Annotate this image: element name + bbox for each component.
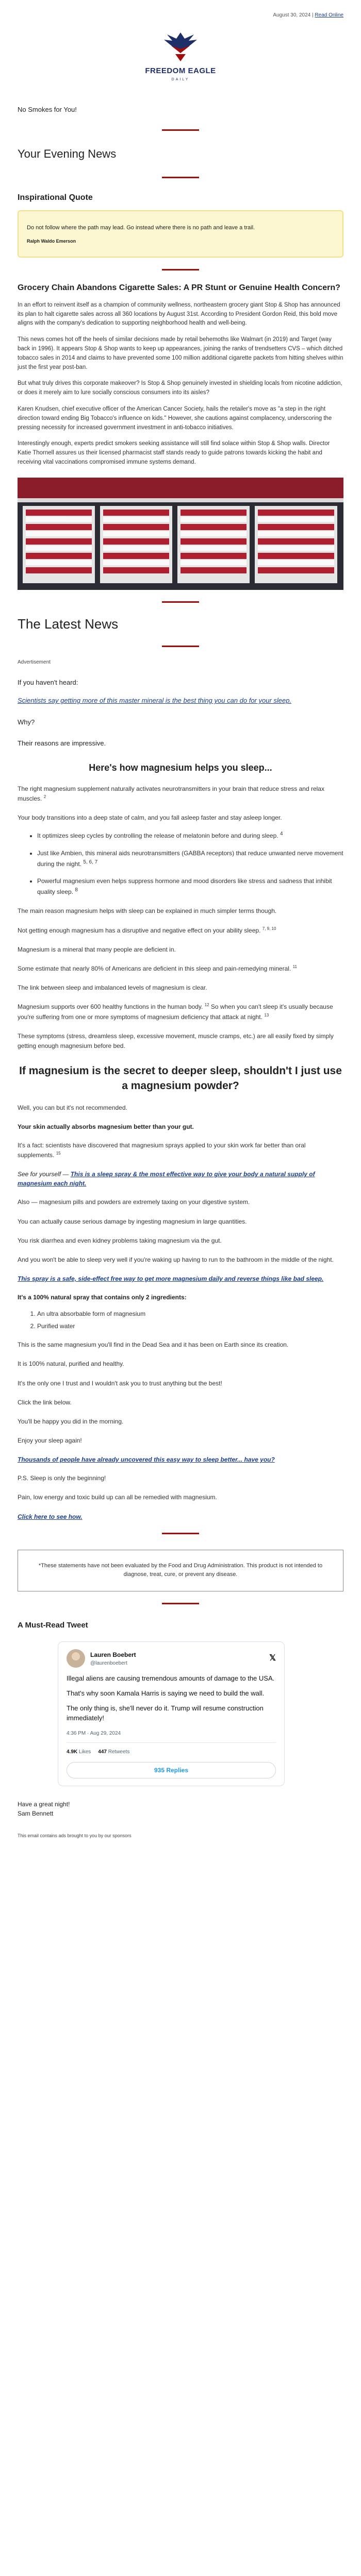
- see-prefix: See for yourself —: [18, 1171, 69, 1178]
- article-image: [18, 478, 343, 590]
- ad-paragraph: Magnesium is a mineral that many people are deficient in.: [18, 945, 176, 953]
- topbar: [0, 0, 361, 19]
- tweet-timestamp[interactable]: 4:36 PM · Aug 29, 2024: [67, 1730, 121, 1736]
- ad-paragraph: Your body transitions into a deep state of calm, and you fall asleep faster and stay asleep longer.: [18, 814, 282, 822]
- list-item: [37, 830, 343, 841]
- citation: 11: [292, 964, 297, 969]
- tweet-line: The only thing is, she'll never do it. Trump will resume construction immediately!: [67, 1704, 264, 1722]
- read-online-link[interactable]: Read Online: [315, 12, 343, 18]
- inspiration-title: Inspirational Quote: [18, 193, 93, 202]
- citation: 15: [56, 1151, 61, 1156]
- citation: 12: [204, 1003, 209, 1008]
- ingredient-list: [0, 1309, 361, 1331]
- list-item: 2. Purified water: [37, 1321, 343, 1331]
- article-paragraph: In an effort to reinvent itself as a champion of community wellness, northeastern grocery giant Stop & Shop has announced its plan to halt cigarette sales across all 360 locations by August 31st. According to President Gordon Reid, this bold move aligns with the company's dedication to supporting neighborhood health and well-being.: [18, 301, 340, 327]
- ad-headline: Here's how magnesium helps you sleep...: [89, 762, 272, 773]
- brand-logo[interactable]: [0, 19, 361, 101]
- ad-paragraph: These symptoms (stress, dreamless sleep, excessive movement, muscle cramps, etc.) are all easily fixed by simply getting enough magnesium before bed.: [18, 1032, 334, 1049]
- list-item: [37, 849, 343, 869]
- divider: [162, 269, 199, 270]
- ad-text: Not getting enough magnesium has a disruptive and negative effect on your ability sleep.: [18, 926, 261, 934]
- article-title: Grocery Chain Abandons Cigarette Sales: A PR Stunt or Genuine Health Concern?: [18, 283, 340, 292]
- tweet-line: Illegal aliens are causing tremendous amounts of damage to the USA.: [67, 1674, 275, 1683]
- spray-link[interactable]: This is a sleep spray & the most effective way to give your body a natural supply of magnesium each night.: [18, 1171, 315, 1188]
- click-here-wrap: [0, 1512, 361, 1521]
- article-paragraph: But what truly drives this corporate makeover? Is Stop & Shop genuinely invested in shielding locals from nicotine addiction, or does it merely aim to lure socially conscious consumers into its aisles?: [18, 380, 342, 396]
- spray-link-wrap: [0, 1274, 361, 1283]
- ad-lead-link-wrap: [0, 696, 361, 706]
- brand-name: FREEDOM EAGLE: [145, 66, 216, 75]
- list-item-text: Just like Ambien, this mineral aids neurotransmitters (GABBA receptors) that reduce unwanted nerve movement during the night.: [37, 849, 343, 868]
- divider: [162, 646, 199, 647]
- retweets-label: Retweets: [108, 1749, 130, 1755]
- replies-button[interactable]: 935 Replies: [67, 1762, 276, 1778]
- article-paragraph: This news comes hot off the heels of similar decisions made by retail behemoths like Walmart (in 2019) and Target (way back in 1996). It appears Stop & Shop wants to keep up appearances, joining the ranks of trendsetters CVS – which ditched tobacco sales in 2014 and claims to have prevented some 100 million additional cigarette packets from hitting shelves within just the first year post-ban.: [18, 336, 343, 370]
- ad-paragraph: [0, 1002, 361, 1022]
- list-item-text: It optimizes sleep cycles by controlling the release of melatonin before and during sleep.: [37, 832, 278, 840]
- tweet-author: [90, 1650, 136, 1667]
- ad-lead: If you haven't heard:: [18, 678, 78, 686]
- ad-paragraph: It is 100% natural, purified and healthy.: [18, 1360, 124, 1368]
- tweet-author-handle[interactable]: @laurenboebert: [90, 1660, 127, 1666]
- benefit-list: [0, 830, 361, 897]
- ad-paragraph: [0, 926, 361, 936]
- citation: 5, 6, 7: [83, 859, 98, 865]
- ad-text: The right magnesium supplement naturally activates neurotransmitters in your brain that reduce stress and relax muscles.: [18, 785, 324, 803]
- ad-paragraph: This is the same magnesium you'll find in the Dead Sea and it has been on Earth since its creation.: [18, 1341, 289, 1349]
- ad-paragraph: P.S. Sleep is only the beginning!: [18, 1475, 106, 1482]
- divider: [162, 1533, 199, 1534]
- divider: [162, 601, 199, 603]
- fda-disclaimer: *These statements have not been evaluated by the Food and Drug Administration. This product is not intended to diagnose, treat, cure, or prevent any disease.: [18, 1550, 343, 1591]
- ad-paragraph: Well, you can but it's not recommended.: [18, 1104, 127, 1111]
- ad-paragraph: And you won't be able to sleep very well if you're waking up having to run to the bathroom in the middle of the night.: [18, 1256, 334, 1263]
- tweet-text: [67, 1674, 276, 1723]
- ad-paragraph: The main reason magnesium helps with sleep can be explained in much simpler terms though.: [18, 907, 277, 915]
- quote-box: [18, 210, 343, 258]
- signoff-name: Sam Bennett: [18, 1809, 54, 1817]
- citation: 2: [43, 794, 46, 800]
- ad-sleep-link[interactable]: Scientists say getting more of this master mineral is the best thing you can do for your sleep.: [18, 697, 292, 705]
- signoff-line: Have a great night!: [18, 1800, 70, 1808]
- tweet-header: [67, 1649, 276, 1668]
- ad-paragraph: Enjoy your sleep again!: [18, 1437, 82, 1445]
- citation: 4: [280, 831, 283, 837]
- tweet-line: That's why soon Kamala Harris is saying we need to build the wall.: [67, 1689, 265, 1698]
- tweet-card[interactable]: [58, 1641, 285, 1786]
- ad-text: Some estimate that nearly 80% of Americans are deficient in this sleep and pain-remedying mineral.: [18, 964, 291, 972]
- safe-spray-link[interactable]: This spray is a safe, side-effect free way to get more magnesium daily and reverse things like bad sleep.: [18, 1275, 324, 1283]
- evening-news-title: Your Evening News: [18, 147, 117, 160]
- click-here-link[interactable]: Click here to see how.: [18, 1513, 83, 1520]
- ad-reasons: Their reasons are impressive.: [18, 739, 106, 748]
- ad-paragraph: Pain, low energy and toxic build up can all be remedied with magnesium.: [18, 1494, 217, 1501]
- brand-sub: DAILY: [171, 77, 190, 81]
- retweets-count: 447: [98, 1749, 107, 1755]
- tweet-stats: [67, 1748, 276, 1756]
- intro-text: No Smokes for You!: [18, 106, 77, 113]
- ad-headline: If magnesium is the secret to deeper sleep, shouldn't I just use a magnesium powder?: [19, 1065, 342, 1092]
- list-item: [37, 876, 343, 897]
- eagle-logo-icon: [160, 30, 201, 63]
- list-item-text: Powerful magnesium even helps suppress hormone and mood disorders like stress and sadness that inhibit quality sleep.: [37, 877, 332, 896]
- must-read-title: A Must-Read Tweet: [18, 1620, 88, 1630]
- divider: [67, 1742, 276, 1743]
- likes-count: 4.9K: [67, 1749, 78, 1755]
- ad-paragraph: Click the link below.: [18, 1398, 72, 1406]
- quote-author: Ralph Waldo Emerson: [27, 239, 76, 244]
- ad-text: So when you can't sleep it's usually because you're suffering from one or more symptoms of magnesium deficiency that attack at night.: [18, 1003, 333, 1021]
- see-yourself: [0, 1170, 361, 1188]
- divider: [162, 129, 199, 131]
- citation: 8: [75, 887, 78, 893]
- x-logo-icon[interactable]: 𝕏: [269, 1654, 276, 1663]
- signoff: [0, 1800, 361, 1818]
- ad-paragraph: You risk diarrhea and even kidney problems taking magnesium via the gut.: [18, 1236, 222, 1244]
- divider: [162, 177, 199, 178]
- ad-bold-paragraph: Your skin actually absorbs magnesium better than your gut.: [18, 1123, 194, 1131]
- ad-why: Why?: [18, 718, 35, 726]
- thousands-link-wrap: [0, 1455, 361, 1464]
- thousands-link[interactable]: Thousands of people have already uncovered this easy way to sleep better... have you?: [18, 1456, 275, 1464]
- likes-label: Likes: [78, 1749, 91, 1755]
- tweet-author-name[interactable]: Lauren Boebert: [90, 1651, 136, 1658]
- ad-paragraph: It's the only one I trust and I wouldn't ask you to trust anything but the best!: [18, 1379, 222, 1387]
- ad-paragraph: You can actually cause serious damage by ingesting magnesium in large quantities.: [18, 1217, 247, 1225]
- latest-news-title: The Latest News: [18, 616, 119, 632]
- ad-label: Advertisement: [18, 659, 51, 665]
- ad-paragraph: The link between sleep and imbalanced levels of magnesium is clear.: [18, 984, 207, 992]
- ads-note: This email contains ads brought to you by our sponsors: [18, 1833, 132, 1838]
- ingredients-intro: It's a 100% natural spray that contains only 2 ingredients:: [18, 1294, 187, 1301]
- citation: 7, 9, 10: [262, 926, 276, 931]
- article-paragraph: Interestingly enough, experts predict smokers seeking assistance will still find solace within Stop & Shop walls. Director Katie Thornell assures us their licensed pharmacist staff stands ready to guide patrons towards kicking the habit and receiving vital vaccinations compromised immune systems demand.: [18, 440, 330, 466]
- ad-paragraph: [0, 1141, 361, 1160]
- ad-text: Magnesium supports over 600 healthy functions in the human body.: [18, 1003, 203, 1011]
- likes-stat[interactable]: [67, 1748, 91, 1756]
- separator: |: [312, 12, 314, 18]
- list-item: 1. An ultra absorbable form of magnesium: [37, 1309, 343, 1318]
- article-paragraph: Karen Knudsen, chief executive officer of the American Cancer Society, hails the retailer's move as "a step in the right direction toward ending Big Tobacco's influence on kids." However, she cautions against complacency, underscoring the pressing necessity for increased government investment in anti-tobacco initiatives.: [18, 406, 332, 431]
- ad-paragraph: You'll be happy you did in the morning.: [18, 1417, 124, 1425]
- ad-paragraph: [0, 964, 361, 974]
- ad-text: It's a fact: scientists have discovered that magnesium sprays applied to your skin work far better than oral supplements.: [18, 1142, 306, 1159]
- citation: 13: [264, 1012, 269, 1018]
- date-text: August 30, 2024: [273, 12, 311, 18]
- ad-paragraph: Also — magnesium pills and powders are extremely taxing on your digestive system.: [18, 1198, 250, 1206]
- avatar[interactable]: [67, 1649, 85, 1668]
- quote-text: Do not follow where the path may lead. Go instead where there is no path and leave a trail.: [27, 224, 255, 231]
- retweets-stat[interactable]: [98, 1748, 129, 1756]
- divider: [162, 1603, 199, 1604]
- ad-paragraph: [0, 784, 361, 804]
